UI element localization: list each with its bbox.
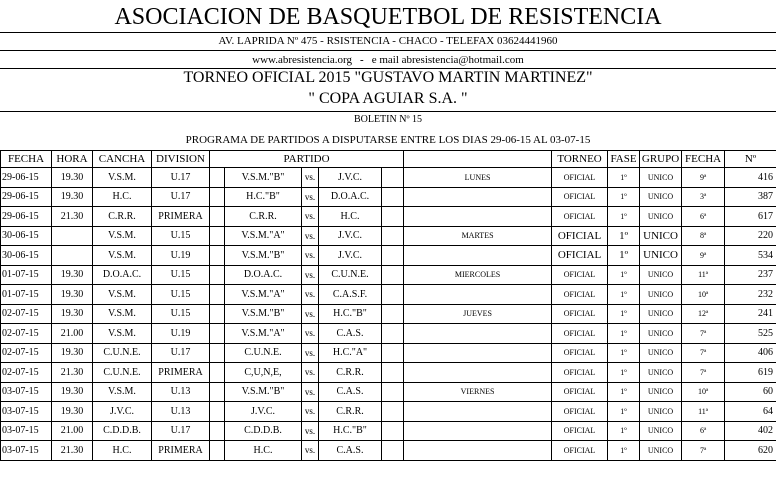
cell-fase: 1º: [608, 382, 640, 402]
cell-torneo: OFICIAL: [552, 421, 608, 441]
cell-spacer: [210, 382, 225, 402]
cell-division: U.17: [152, 343, 210, 363]
cell-hora: 19.30: [52, 285, 93, 305]
cell-spacer: [210, 285, 225, 305]
cell-visiting-team: H.C.: [319, 207, 382, 227]
cell-visiting-team: C.A.S.F.: [319, 285, 382, 305]
cell-visiting-team: H.C."B": [319, 421, 382, 441]
cell-grupo: UNICO: [640, 343, 682, 363]
cell-fecha: 02-07-15: [1, 363, 52, 383]
match-table: [0, 150, 776, 461]
col-cancha: CANCHA: [93, 151, 152, 168]
cell-local-team: H.C.: [225, 441, 302, 461]
cell-division: PRIMERA: [152, 363, 210, 383]
cell-vs: vs.: [302, 421, 319, 441]
cell-visiting-team: J.V.C.: [319, 246, 382, 266]
cell-fecha-n: 10ª: [682, 382, 725, 402]
cell-hora: 19.30: [52, 168, 93, 188]
cell-fecha-n: 11ª: [682, 402, 725, 422]
col-fecha: FECHA: [1, 151, 52, 168]
cell-cancha: V.S.M.: [93, 285, 152, 305]
col-partido: PARTIDO: [210, 151, 404, 168]
cell-fecha: 01-07-15: [1, 285, 52, 305]
table-row: [1, 363, 776, 383]
cell-vs: vs.: [302, 324, 319, 344]
cell-fecha: 02-07-15: [1, 343, 52, 363]
cell-division: U.15: [152, 265, 210, 285]
cell-fase: 1º: [608, 304, 640, 324]
cell-fase: 1º: [608, 441, 640, 461]
cell-visiting-team: H.C."B": [319, 304, 382, 324]
cell-spacer: [382, 246, 404, 266]
cell-fecha: 01-07-15: [1, 265, 52, 285]
website: www.abresistencia.org: [252, 54, 353, 66]
cell-spacer: [382, 285, 404, 305]
table-row: [1, 246, 776, 266]
cell-cancha: V.S.M.: [93, 168, 152, 188]
cell-numero: 220: [725, 226, 776, 246]
association-title: ASOCIACION DE BASQUETBOL DE RESISTENCIA: [114, 4, 662, 30]
cell-fase: 1º: [608, 363, 640, 383]
cell-vs: vs.: [302, 265, 319, 285]
cell-fecha-n: 3ª: [682, 187, 725, 207]
cell-torneo: OFICIAL: [552, 363, 608, 383]
cell-day: [404, 246, 552, 266]
cell-fecha-n: 9ª: [682, 246, 725, 266]
cell-numero: 617: [725, 207, 776, 227]
cell-hora: 21.30: [52, 363, 93, 383]
col-fase: FASE: [608, 151, 640, 168]
contact-line: [0, 52, 776, 68]
cell-visiting-team: J.V.C.: [319, 168, 382, 188]
cell-grupo: UNICO: [640, 324, 682, 344]
cell-division: U.17: [152, 421, 210, 441]
cell-fecha: 02-07-15: [1, 324, 52, 344]
cell-cancha: V.S.M.: [93, 382, 152, 402]
table-row: [1, 187, 776, 207]
cell-fase: 1º: [608, 187, 640, 207]
cell-fecha-n: 9ª: [682, 168, 725, 188]
cell-grupo: UNICO: [640, 285, 682, 305]
cell-fecha: 29-06-15: [1, 207, 52, 227]
cell-spacer: [210, 421, 225, 441]
cell-fecha-n: 7ª: [682, 363, 725, 383]
cell-vs: vs.: [302, 226, 319, 246]
cell-spacer: [382, 324, 404, 344]
cell-numero: 534: [725, 246, 776, 266]
table-row: [1, 421, 776, 441]
cell-local-team: V.S.M."B": [225, 168, 302, 188]
cell-cancha: V.S.M.: [93, 324, 152, 344]
cell-numero: 406: [725, 343, 776, 363]
cell-day: [404, 402, 552, 422]
cell-visiting-team: D.O.A.C.: [319, 187, 382, 207]
cell-spacer: [382, 441, 404, 461]
cell-fase: 1º: [608, 246, 640, 266]
cell-numero: 64: [725, 402, 776, 422]
cell-division: U.17: [152, 168, 210, 188]
cell-numero: 620: [725, 441, 776, 461]
col-division: DIVISION: [152, 151, 210, 168]
cell-torneo: OFICIAL: [552, 187, 608, 207]
cell-day: LUNES: [404, 168, 552, 188]
cell-grupo: UNICO: [640, 382, 682, 402]
cell-numero: 232: [725, 285, 776, 305]
cell-grupo: UNICO: [640, 265, 682, 285]
cell-fase: 1º: [608, 207, 640, 227]
cell-cancha: V.S.M.: [93, 246, 152, 266]
contact-separator: -: [360, 54, 364, 66]
cell-grupo: UNICO: [640, 363, 682, 383]
cell-hora: 21.00: [52, 421, 93, 441]
cell-spacer: [210, 187, 225, 207]
table-row: [1, 168, 776, 188]
cell-spacer: [382, 363, 404, 383]
cell-division: U.19: [152, 246, 210, 266]
table-row: [1, 402, 776, 422]
table-row: [1, 207, 776, 227]
cell-spacer: [210, 265, 225, 285]
cell-day: [404, 421, 552, 441]
cell-fase: 1º: [608, 285, 640, 305]
cell-fase: 1º: [608, 226, 640, 246]
cell-spacer: [382, 187, 404, 207]
cell-torneo: OFICIAL: [552, 168, 608, 188]
cell-visiting-team: C.A.S.: [319, 382, 382, 402]
cell-fecha-n: 7ª: [682, 324, 725, 344]
cell-day: [404, 207, 552, 227]
cell-cancha: V.S.M.: [93, 304, 152, 324]
cell-fecha: 03-07-15: [1, 441, 52, 461]
cell-fecha: 30-06-15: [1, 226, 52, 246]
cell-division: U.13: [152, 402, 210, 422]
col-day: [404, 151, 552, 168]
divider: [0, 50, 776, 51]
cell-torneo: OFICIAL: [552, 402, 608, 422]
cell-torneo: OFICIAL: [552, 304, 608, 324]
cell-cancha: C.U.N.E.: [93, 363, 152, 383]
cell-local-team: V.S.M."A": [225, 324, 302, 344]
cell-fase: 1º: [608, 343, 640, 363]
cell-division: U.17: [152, 187, 210, 207]
cell-hora: 21.30: [52, 441, 93, 461]
cell-vs: vs.: [302, 363, 319, 383]
cell-local-team: C.U.N.E.: [225, 343, 302, 363]
cell-spacer: [382, 343, 404, 363]
cell-division: U.15: [152, 285, 210, 305]
cell-fecha-n: 7ª: [682, 343, 725, 363]
cell-cancha: H.C.: [93, 441, 152, 461]
cell-spacer: [210, 304, 225, 324]
cell-vs: vs.: [302, 168, 319, 188]
cell-spacer: [210, 226, 225, 246]
cell-spacer: [382, 207, 404, 227]
cell-torneo: OFICIAL: [552, 343, 608, 363]
cell-visiting-team: C.R.R.: [319, 363, 382, 383]
cell-spacer: [210, 363, 225, 383]
cell-grupo: UNICO: [640, 207, 682, 227]
cell-local-team: C.D.D.B.: [225, 421, 302, 441]
table-row: [1, 343, 776, 363]
cell-day: VIERNES: [404, 382, 552, 402]
cell-fase: 1º: [608, 265, 640, 285]
cell-cancha: C.U.N.E.: [93, 343, 152, 363]
cell-vs: vs.: [302, 343, 319, 363]
cell-spacer: [210, 402, 225, 422]
cell-grupo: UNICO: [640, 246, 682, 266]
cell-fecha-n: 8ª: [682, 226, 725, 246]
cell-vs: vs.: [302, 382, 319, 402]
cell-numero: 416: [725, 168, 776, 188]
cell-grupo: UNICO: [640, 187, 682, 207]
cell-cancha: C.D.D.B.: [93, 421, 152, 441]
cell-local-team: C.R.R.: [225, 207, 302, 227]
cell-hora: 19.30: [52, 304, 93, 324]
cell-fecha: 03-07-15: [1, 402, 52, 422]
cell-hora: 19.30: [52, 187, 93, 207]
cell-fecha-n: 12ª: [682, 304, 725, 324]
cell-vs: vs.: [302, 207, 319, 227]
cell-day: [404, 363, 552, 383]
cell-division: U.13: [152, 382, 210, 402]
cell-grupo: UNICO: [640, 304, 682, 324]
cell-hora: 19.30: [52, 265, 93, 285]
cell-local-team: V.S.M."B": [225, 246, 302, 266]
cell-visiting-team: C.A.S.: [319, 441, 382, 461]
table-row: [1, 226, 776, 246]
cell-division: U.15: [152, 304, 210, 324]
cell-day: [404, 324, 552, 344]
cell-local-team: V.S.M."A": [225, 285, 302, 305]
cell-day: [404, 285, 552, 305]
cell-numero: 402: [725, 421, 776, 441]
cell-fase: 1º: [608, 421, 640, 441]
cell-day: MARTES: [404, 226, 552, 246]
col-grupo: GRUPO: [640, 151, 682, 168]
cell-day: [404, 441, 552, 461]
cell-visiting-team: J.V.C.: [319, 226, 382, 246]
cell-torneo: OFICIAL: [552, 207, 608, 227]
cell-torneo: OFICIAL: [552, 265, 608, 285]
cell-vs: vs.: [302, 441, 319, 461]
cell-cancha: H.C.: [93, 187, 152, 207]
cell-fecha-n: 7ª: [682, 441, 725, 461]
cell-fecha: 30-06-15: [1, 246, 52, 266]
cell-fecha-n: 6ª: [682, 421, 725, 441]
cell-fecha: 03-07-15: [1, 382, 52, 402]
cell-division: PRIMERA: [152, 441, 210, 461]
bulletin-number: BOLETIN Nº 15: [353, 114, 423, 125]
cell-visiting-team: C.U.N.E.: [319, 265, 382, 285]
table-header-row: [1, 151, 776, 168]
cell-local-team: H.C."B": [225, 187, 302, 207]
cell-hora: 19.30: [52, 343, 93, 363]
cell-spacer: [382, 168, 404, 188]
cup-title: " COPA AGUIAR S.A. ": [308, 90, 468, 107]
cell-fecha: 02-07-15: [1, 304, 52, 324]
cell-spacer: [210, 246, 225, 266]
cell-hora: 21.00: [52, 324, 93, 344]
cell-cancha: C.R.R.: [93, 207, 152, 227]
cell-numero: 60: [725, 382, 776, 402]
cell-hora: 21.30: [52, 207, 93, 227]
cell-numero: 241: [725, 304, 776, 324]
col-fecha-n: FECHA: [682, 151, 725, 168]
cell-visiting-team: C.A.S.: [319, 324, 382, 344]
cell-torneo: OFICIAL: [552, 285, 608, 305]
cell-spacer: [210, 441, 225, 461]
cell-cancha: D.O.A.C.: [93, 265, 152, 285]
cell-spacer: [382, 421, 404, 441]
cell-torneo: OFICIAL: [552, 441, 608, 461]
cell-local-team: D.O.A.C.: [225, 265, 302, 285]
program-line: PROGRAMA DE PARTIDOS A DISPUTARSE ENTRE LOS DIAS 29-06-15 AL 03-07-15: [185, 134, 591, 146]
cell-fase: 1º: [608, 168, 640, 188]
cell-fecha-n: 6ª: [682, 207, 725, 227]
cell-visiting-team: H.C."A": [319, 343, 382, 363]
cell-torneo: OFICIAL: [552, 246, 608, 266]
table-row: [1, 382, 776, 402]
cell-day: MIERCOLES: [404, 265, 552, 285]
cell-grupo: UNICO: [640, 441, 682, 461]
cell-spacer: [210, 168, 225, 188]
cell-hora: [52, 246, 93, 266]
cell-hora: [52, 226, 93, 246]
cell-spacer: [382, 402, 404, 422]
cell-vs: vs.: [302, 285, 319, 305]
email: e mail abresistencia@hotmail.com: [371, 54, 524, 66]
table-row: [1, 265, 776, 285]
cell-local-team: V.S.M."B": [225, 382, 302, 402]
cell-vs: vs.: [302, 246, 319, 266]
address-line: AV. LAPRIDA Nº 475 - RSISTENCIA - CHACO - TELEFAX 03624441960: [218, 35, 558, 47]
cell-hora: 19.30: [52, 402, 93, 422]
cell-spacer: [210, 207, 225, 227]
cell-spacer: [382, 382, 404, 402]
cell-fecha: 03-07-15: [1, 421, 52, 441]
cell-fecha-n: 11ª: [682, 265, 725, 285]
cell-torneo: OFICIAL: [552, 382, 608, 402]
table-row: [1, 285, 776, 305]
table-row: [1, 324, 776, 344]
cell-fecha-n: 10ª: [682, 285, 725, 305]
table-row: [1, 304, 776, 324]
cell-grupo: UNICO: [640, 226, 682, 246]
divider: [0, 111, 776, 112]
table-row: [1, 441, 776, 461]
cell-division: U.15: [152, 226, 210, 246]
cell-cancha: J.V.C.: [93, 402, 152, 422]
cell-day: [404, 187, 552, 207]
cell-division: PRIMERA: [152, 207, 210, 227]
cell-fecha: 29-06-15: [1, 168, 52, 188]
cell-fase: 1º: [608, 402, 640, 422]
cell-day: [404, 343, 552, 363]
cell-grupo: UNICO: [640, 402, 682, 422]
cell-spacer: [382, 265, 404, 285]
cell-spacer: [382, 226, 404, 246]
cell-numero: 237: [725, 265, 776, 285]
cell-spacer: [210, 343, 225, 363]
cell-spacer: [210, 324, 225, 344]
cell-numero: 387: [725, 187, 776, 207]
cell-torneo: OFICIAL: [552, 226, 608, 246]
col-numero: Nº: [725, 151, 776, 168]
cell-division: U.19: [152, 324, 210, 344]
cell-local-team: C,U,N,E,: [225, 363, 302, 383]
cell-numero: 619: [725, 363, 776, 383]
cell-fecha: 29-06-15: [1, 187, 52, 207]
cell-grupo: UNICO: [640, 421, 682, 441]
cell-visiting-team: C.R.R.: [319, 402, 382, 422]
tournament-title: TORNEO OFICIAL 2015 "GUSTAVO MARTIN MARTINEZ": [183, 69, 593, 86]
cell-fase: 1º: [608, 324, 640, 344]
cell-local-team: V.S.M."A": [225, 226, 302, 246]
col-torneo: TORNEO: [552, 151, 608, 168]
cell-local-team: V.S.M."B": [225, 304, 302, 324]
cell-hora: 19.30: [52, 382, 93, 402]
cell-vs: vs.: [302, 402, 319, 422]
col-hora: HORA: [52, 151, 93, 168]
cell-numero: 525: [725, 324, 776, 344]
cell-torneo: OFICIAL: [552, 324, 608, 344]
cell-day: JUEVES: [404, 304, 552, 324]
cell-local-team: J.V.C.: [225, 402, 302, 422]
cell-cancha: V.S.M.: [93, 226, 152, 246]
cell-grupo: UNICO: [640, 168, 682, 188]
cell-vs: vs.: [302, 187, 319, 207]
cell-vs: vs.: [302, 304, 319, 324]
cell-spacer: [382, 304, 404, 324]
